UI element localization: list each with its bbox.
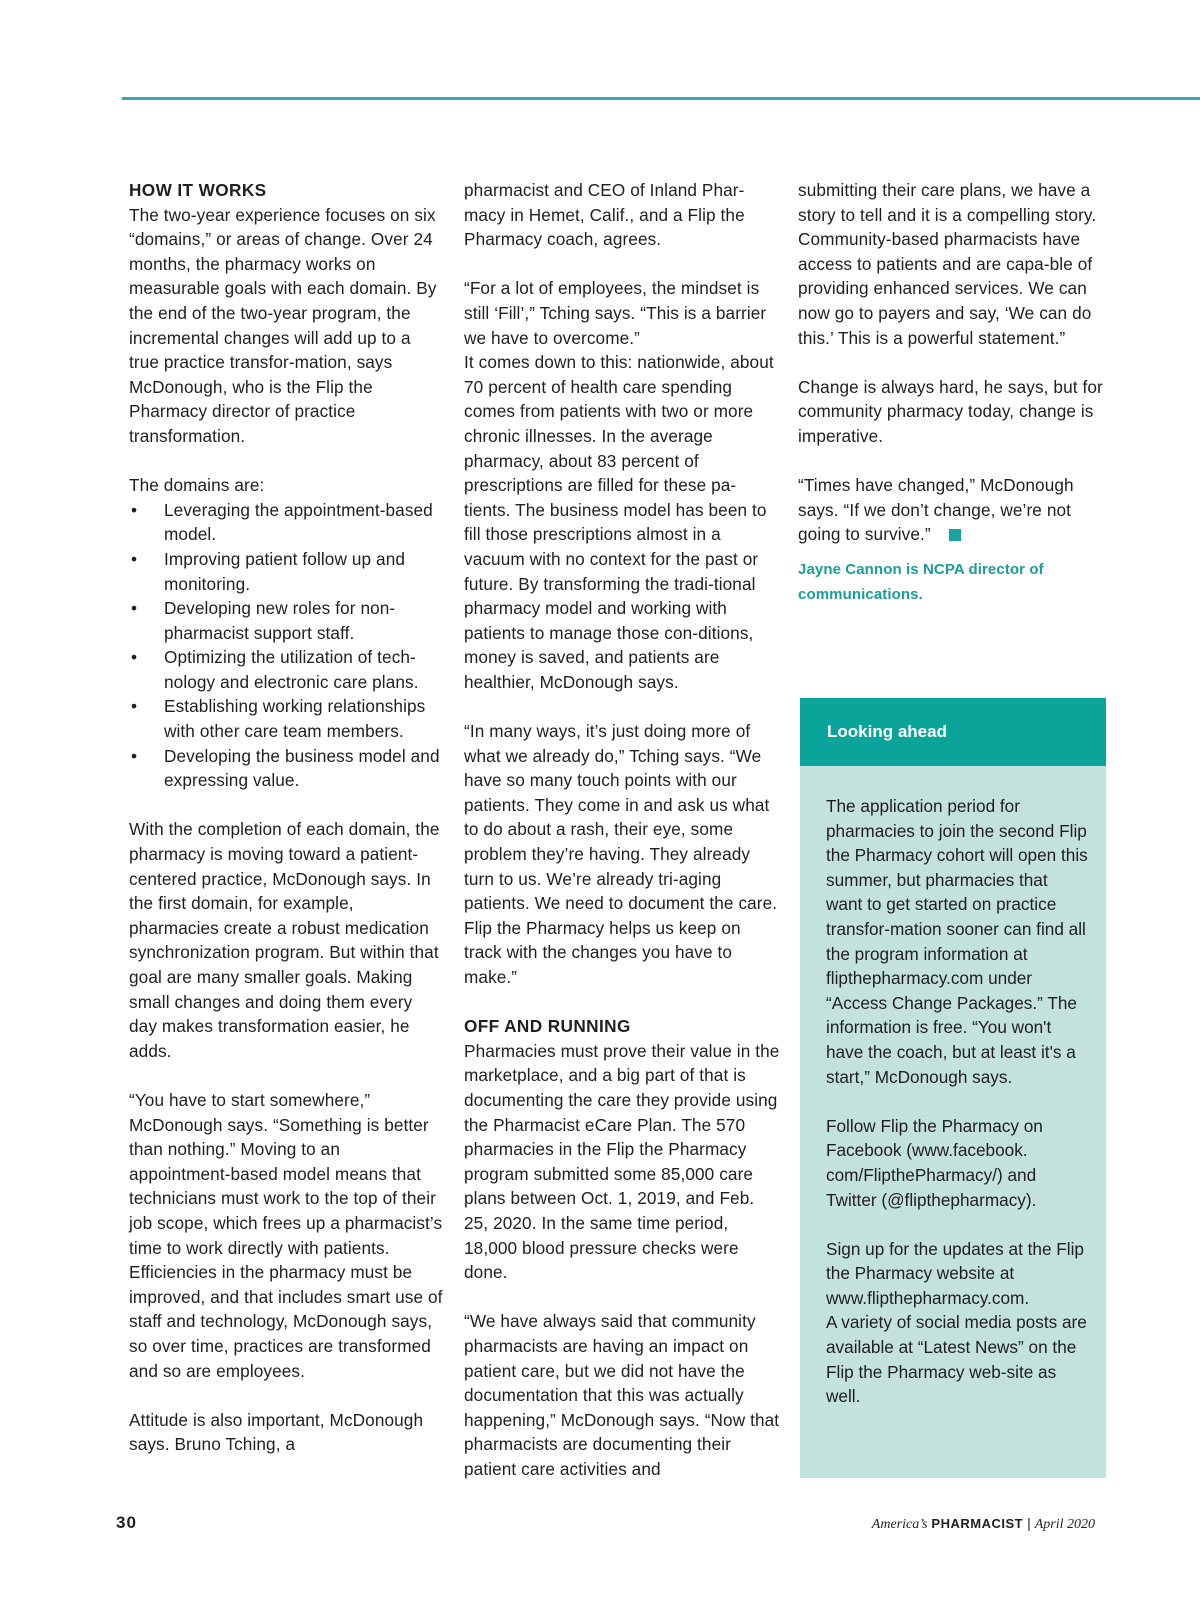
paragraph: With the completion of each domain, the pharmacy is moving toward a patient-centered practice, McDonough says. In the first domain, for example, pharmacies create a robust medication synchronization program. But within that goal are many smaller goals. Making small changes and doing them every day makes transformation easier, he adds. [129, 819, 440, 1061]
sidebar-paragraph: The application period for pharmacies to join the second Flip the Pharmacy cohort will open this summer, but pharmacies that want to get started on practice transfor-mation sooner can find all the program information at flipthepharmacy.com under “Access Change Packages.” The information is free. “You won't have the coach, but at least it's a start,” McDonough says. [826, 796, 1088, 1087]
paragraph: It comes down to this: nationwide, about 70 percent of health care spending comes from patients with two or more chronic illnesses. In the average pharmacy, about 83 percent of prescriptions are filled for these pa-tients. The business model has been to fill those prescriptions almost in a vacuum with no context for the past or future. By transforming the tradi-tional pharmacy model and working with patients to manage those con-ditions, money is saved, and patients are healthier, McDonough says. [464, 352, 774, 692]
section-heading-off-and-running: OFF AND RUNNING [464, 1016, 631, 1037]
footer-separator: | [1027, 1515, 1031, 1531]
list-item: • Developing the business model and expressing value. [129, 744, 445, 793]
domains-intro: The domains are: [129, 475, 265, 496]
section-heading-how-it-works: HOW IT WORKS [129, 180, 267, 200]
page-number: 30 [116, 1513, 137, 1532]
list-item: • Improving patient follow up and monitoring. [129, 547, 445, 596]
paragraph: “For a lot of employees, the mindset is still ‘Fill’,” Tching says. “This is a barrier we have to overcome.” [464, 278, 767, 348]
issue-date: April 2020 [1034, 1517, 1095, 1532]
closing-quote: “Times have changed,” McDonough says. “If we don’t change, we’re not going to survive.” [798, 475, 1074, 545]
paragraph: Change is always hard, he says, but for community pharmacy today, change is imperative. [798, 376, 1103, 446]
paragraph: “We have always said that community pharmacists are having an impact on patient care, but we did not have the documentation that this was actually happening,” McDonough says. “Now that pharmacists are documenting their patient care activities and [464, 1311, 780, 1479]
top-rule [122, 97, 1200, 100]
sidebar-paragraph: A variety of social media posts are available at “Latest News” on the Flip the Pharmacy web-site as well. [826, 1312, 1087, 1407]
paragraph: “You have to start somewhere,” McDonough says. “Something is better than nothing.” Moving to an appointment-based model means that technicians must work to the top of their job scope, which frees up a pharmacist’s time to work directly with patients. Efficiencies in the pharmacy must be improved, and that includes smart use of staff and technology, McDonough says, so over time, practices are transformed and so are employees. [129, 1089, 443, 1381]
column-3 [798, 178, 1114, 607]
list-item: • Leveraging the appointment-based model. [129, 498, 445, 547]
sidebar-title: Looking ahead [800, 698, 1106, 766]
publication-name-italic: America’s [871, 1517, 928, 1532]
sidebar-body [826, 794, 1088, 1409]
column-1 [129, 178, 445, 1481]
publication-name-bold: PHARMACIST [931, 1516, 1024, 1531]
sidebar-paragraph: Follow Flip the Pharmacy on Facebook (www.facebook. com/FlipthePharmacy/) and Twitter (@flipthepharmacy). [826, 1115, 1043, 1210]
paragraph: Attitude is also important, McDonough says. Bruno Tching, a [129, 1409, 424, 1455]
list-item: • Establishing working relationships with other care team members. [129, 694, 445, 743]
paragraph: The two-year experience focuses on six “domains,” or areas of change. Over 24 months, the pharmacy works on measurable goals with each domain. By the end of the two-year program, the incremental changes will add up to a true practice transfor-mation, says McDonough, who is the Flip the Pharmacy director of practice transformation. [129, 204, 437, 446]
paragraph: submitting their care plans, we have a story to tell and it is a compelling story. Community-based pharmacists have access to patients and are capa-ble of providing enhanced services. We can now go to payers and say, ‘We can do this.’ This is a powerful statement.” [798, 180, 1097, 348]
domains-list [129, 498, 445, 793]
closing-paragraph [798, 473, 1114, 547]
sidebar-paragraph: Sign up for the updates at the Flip the Pharmacy website at www.flipthepharmacy.com. [826, 1238, 1084, 1308]
paragraph: pharmacist and CEO of Inland Phar-macy in Hemet, Calif., and a Flip the Pharmacy coach, agrees. [464, 180, 745, 250]
publication-footer [872, 1515, 1095, 1533]
list-item: • Developing new roles for non-pharmacist support staff. [129, 596, 445, 645]
paragraph: Pharmacies must prove their value in the marketplace, and a big part of that is documenting the care they provide using the Pharmacist eCare Plan. The 570 pharmacies in the Flip the Pharmacy program submitted some 85,000 care plans between Oct. 1, 2019, and Feb. 25, 2020. In the same time period, 18,000 blood pressure checks were done. [464, 1040, 780, 1283]
column-2 [464, 178, 780, 1506]
end-mark-icon [949, 529, 961, 541]
list-item: • Optimizing the utilization of tech-nology and electronic care plans. [129, 645, 445, 694]
author-byline: Jayne Cannon is NCPA director of communications. [798, 560, 1044, 603]
paragraph: “In many ways, it’s just doing more of what we already do,” Tching says. “We have so many touch points with our patients. They come in and ask us what to do about a rash, their eye, some problem they’re having. They already turn to us. We’re already tri-aging patients. We need to document the care. Flip the Pharmacy helps us keep on track with the changes you have to make.” [464, 721, 778, 987]
